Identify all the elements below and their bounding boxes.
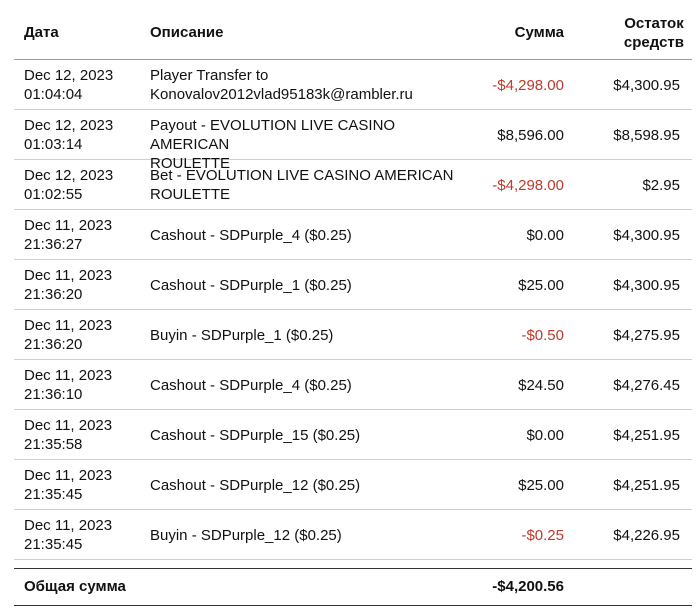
row-time: 21:35:45 — [24, 486, 83, 503]
row-date: Dec 11, 2023 — [24, 267, 113, 284]
column-header-balance — [624, 14, 684, 52]
total-row — [14, 568, 692, 606]
row-description — [150, 376, 470, 395]
column-header-date: Дата — [24, 24, 59, 41]
row-description — [150, 526, 470, 545]
row-datetime — [24, 366, 112, 404]
row-time: 01:02:55 — [24, 186, 83, 203]
row-description — [150, 66, 470, 104]
column-header-balance-line1: Остаток — [624, 15, 684, 32]
row-date: Dec 11, 2023 — [24, 467, 113, 484]
table-row — [14, 360, 692, 410]
row-description-line1: Cashout - SDPurple_4 ($0.25) — [150, 377, 352, 394]
row-description-line1: Buyin - SDPurple_12 ($0.25) — [150, 527, 342, 544]
row-amount: $0.00 — [526, 227, 564, 244]
row-date: Dec 11, 2023 — [24, 367, 113, 384]
row-description — [150, 276, 470, 295]
row-balance: $4,300.95 — [613, 77, 680, 94]
row-description-line1: Payout - EVOLUTION LIVE CASINO AMERICAN — [150, 117, 396, 153]
row-date: Dec 11, 2023 — [24, 317, 113, 334]
row-amount: -$4,298.00 — [492, 77, 564, 94]
row-balance: $4,251.95 — [613, 477, 680, 494]
table-row — [14, 410, 692, 460]
row-description — [150, 166, 470, 204]
row-description-line1: Bet - EVOLUTION LIVE CASINO AMERICAN — [150, 167, 454, 184]
row-description — [150, 326, 470, 345]
row-time: 01:04:04 — [24, 86, 83, 103]
row-amount: $0.00 — [526, 427, 564, 444]
table-row — [14, 260, 692, 310]
row-description-line2: Konovalov2012vlad95183k@rambler.ru — [150, 86, 413, 103]
row-balance: $4,275.95 — [613, 327, 680, 344]
row-description-line1: Cashout - SDPurple_12 ($0.25) — [150, 477, 361, 494]
table-row — [14, 210, 692, 260]
row-datetime — [24, 266, 112, 304]
table-row — [14, 310, 692, 360]
row-time: 21:36:10 — [24, 386, 83, 403]
table-body — [14, 60, 692, 560]
row-date: Dec 11, 2023 — [24, 417, 113, 434]
row-balance: $2.95 — [642, 177, 680, 194]
table-row — [14, 110, 692, 172]
row-time: 21:36:20 — [24, 286, 83, 303]
column-header-balance-line2: средств — [623, 34, 684, 51]
row-time: 21:35:45 — [24, 536, 83, 553]
row-time: 21:36:27 — [24, 236, 83, 253]
row-description-line2: ROULETTE — [150, 186, 231, 203]
row-description-line1: Buyin - SDPurple_1 ($0.25) — [150, 327, 334, 344]
total-label: Общая сумма — [24, 578, 126, 595]
row-time: 21:35:58 — [24, 436, 83, 453]
row-date: Dec 12, 2023 — [24, 67, 114, 84]
row-balance: $4,300.95 — [613, 227, 680, 244]
row-date: Dec 11, 2023 — [24, 217, 113, 234]
row-date: Dec 12, 2023 — [24, 167, 114, 184]
row-amount: $25.00 — [518, 477, 564, 494]
row-amount: -$4,298.00 — [492, 177, 564, 194]
row-datetime — [24, 516, 112, 554]
row-amount: $25.00 — [518, 277, 564, 294]
row-amount: $8,596.00 — [497, 127, 564, 144]
row-amount: -$0.50 — [521, 327, 564, 344]
row-balance: $4,300.95 — [613, 277, 680, 294]
row-description-line1: Cashout - SDPurple_4 ($0.25) — [150, 227, 352, 244]
row-description-line1: Player Transfer to — [150, 67, 269, 84]
row-datetime — [24, 66, 113, 104]
row-date: Dec 12, 2023 — [24, 117, 114, 134]
total-amount: -$4,200.56 — [492, 578, 564, 595]
row-datetime — [24, 116, 113, 154]
row-description — [150, 426, 470, 445]
row-datetime — [24, 466, 112, 504]
column-header-amount: Сумма — [514, 24, 564, 41]
table-row — [14, 510, 692, 560]
row-description — [150, 476, 470, 495]
row-description-line1: Cashout - SDPurple_1 ($0.25) — [150, 277, 352, 294]
row-date: Dec 11, 2023 — [24, 517, 113, 534]
row-datetime — [24, 166, 113, 204]
row-datetime — [24, 316, 112, 354]
row-time: 21:36:20 — [24, 336, 83, 353]
row-balance: $4,226.95 — [613, 527, 680, 544]
row-amount: -$0.25 — [521, 527, 564, 544]
row-datetime — [24, 416, 112, 454]
row-datetime — [24, 216, 112, 254]
table-row — [14, 60, 692, 110]
row-balance: $4,251.95 — [613, 427, 680, 444]
row-time: 01:03:14 — [24, 136, 83, 153]
row-description-line1: Cashout - SDPurple_15 ($0.25) — [150, 427, 361, 444]
row-balance: $4,276.45 — [613, 377, 680, 394]
table-row — [14, 460, 692, 510]
table-row — [14, 160, 692, 210]
row-amount: $24.50 — [518, 377, 564, 394]
row-description-line2: ROULETTE — [150, 155, 231, 172]
transactions-table — [14, 0, 692, 606]
row-description — [150, 226, 470, 245]
row-balance: $8,598.95 — [613, 127, 680, 144]
column-header-description: Описание — [150, 24, 224, 41]
table-header — [14, 0, 692, 60]
